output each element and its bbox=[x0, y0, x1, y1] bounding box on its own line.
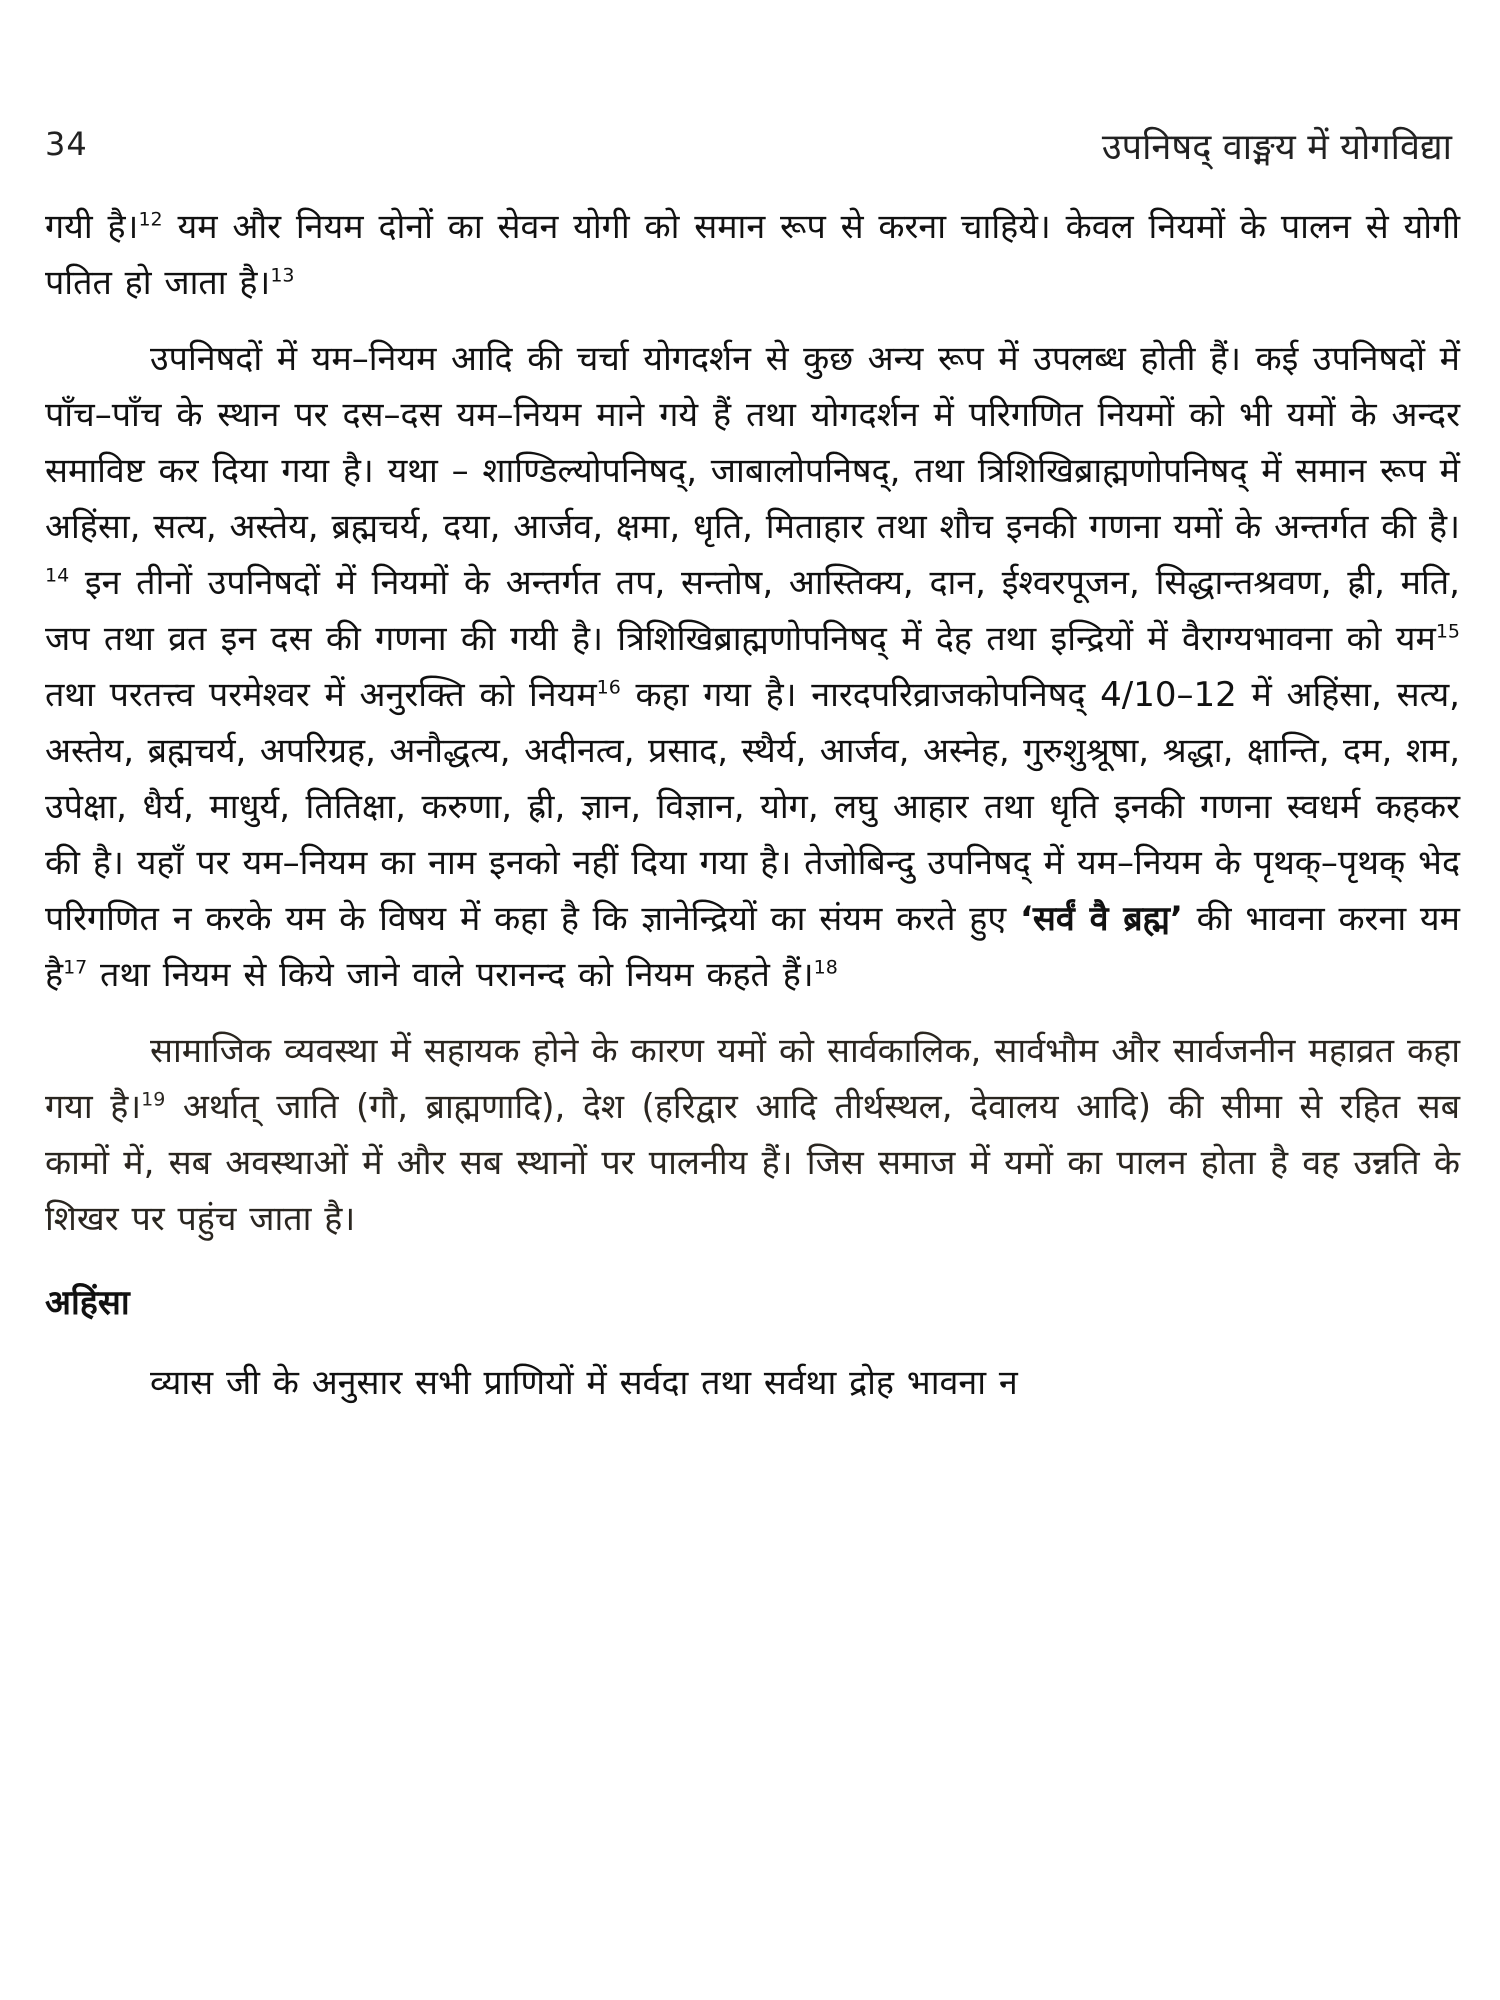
footnote-ref-15: 15 bbox=[1435, 620, 1460, 643]
footnote-ref-18: 18 bbox=[813, 956, 838, 979]
paragraph-1-text-1: गयी है। bbox=[45, 207, 139, 247]
bold-phrase-sarvam-vai-brahma: ‘सर्वं वै ब्रह्म’ bbox=[1019, 899, 1183, 939]
footnote-ref-19: 19 bbox=[141, 1088, 166, 1111]
paragraph-1-text-2: यम और नियम दोनों का सेवन योगी को समान रूप से करना चाहिये। केवल नियमों के पालन से योगी पतित हो जाता है। bbox=[45, 207, 1461, 303]
paragraph-1 bbox=[45, 199, 1460, 311]
section-paragraph: व्यास जी के अनुसार सभी प्राणियों में सर्वदा तथा सर्वथा द्रोह भावना न bbox=[150, 1363, 1018, 1403]
paragraph-3-text-1: सामाजिक व्यवस्था में सहायक होने के कारण यमों को सार्वकालिक, सार्वभौम और सार्वजनीन महाव्रत कहा गया है। bbox=[45, 1031, 1460, 1127]
running-title: उपनिषद् वाङ्मय में योगविद्या bbox=[1101, 127, 1452, 168]
paragraph-2-text-6: तथा नियम से किये जाने वाले परानन्द को नियम कहते हैं। bbox=[87, 955, 814, 995]
page-number: 34 bbox=[45, 125, 88, 163]
paragraph-3 bbox=[45, 1023, 1460, 1247]
paragraph-2-text-5: की भावना करना यम है bbox=[45, 899, 1460, 995]
section-heading-ahimsa: अहिंसा bbox=[45, 1283, 130, 1323]
paragraph-3-text-2: अर्थात् जाति (गौ, ब्राह्मणादि), देश (हरिद्वार आदि तीर्थस्थल, देवालय आदि) की सीमा से रहित सब कामों में, सब अवस्थाओं में और सब स्थानों पर पालनीय हैं। जिस समाज में यमों का पालन होता है वह उन्नति के शिखर पर पहुंच जाता है। bbox=[45, 1087, 1460, 1239]
footnote-ref-13: 13 bbox=[270, 264, 295, 287]
footnote-ref-12: 12 bbox=[138, 208, 163, 231]
paragraph-2 bbox=[45, 331, 1460, 1003]
book-page bbox=[45, 115, 1460, 1975]
paragraph-2-text-1: उपनिषदों में यम–नियम आदि की चर्चा योगदर्शन से कुछ अन्य रूप में उपलब्ध होती हैं। कई उपनिषदों में पाँच–पाँच के स्थान पर दस–दस यम–नियम माने गये हैं तथा योगदर्शन में परिगणित नियमों को भी यमों के अन्दर समाविष्ट कर दिया गया है। यथा – शाण्डिल्योपनिषद्, जाबालोपनिषद्, तथा त्रिशिखिब्राह्मणोपनिषद् में समान रूप में अहिंसा, सत्य, अस्तेय, ब्रह्मचर्य, दया, आर्जव, क्षमा, धृति, मिताहार तथा शौच इनकी गणना यमों के अन्तर्गत की है। bbox=[45, 339, 1460, 547]
footnote-ref-14: 14 bbox=[45, 564, 70, 587]
paragraph-2-text-2: इन तीनों उपनिषदों में नियमों के अन्तर्गत तप, सन्तोष, आस्तिक्य, दान, ईश्वरपूजन, सिद्धान्तश्रवण, ह्री, मति, जप तथा व्रत इन दस की गणना की गयी है। त्रिशिखिब्राह्मणोपनिषद् में देह तथा इन्द्रियों में वैराग्यभावना को यम bbox=[45, 563, 1460, 659]
paragraph-2-text-3: तथा परतत्त्व परमेश्वर में अनुरक्ति को नियम bbox=[45, 675, 597, 715]
footnote-ref-17: 17 bbox=[63, 956, 88, 979]
page-header bbox=[45, 115, 1460, 185]
footnote-ref-16: 16 bbox=[596, 676, 621, 699]
paragraph-2-text-4: कहा गया है। नारदपरिव्राजकोपनिषद् 4/10–12 में अहिंसा, सत्य, अस्तेय, ब्रह्मचर्य, अपरिग्रह, अनौद्धत्य, अदीनत्व, प्रसाद, स्थैर्य, आर्जव, अस्नेह, गुरुशुश्रूषा, श्रद्धा, क्षान्ति, दम, शम, उपेक्षा, धैर्य, माधुर्य, तितिक्षा, करुणा, ह्री, ज्ञान, विज्ञान, योग, लघु आहार तथा धृति इनकी गणना स्वधर्म कहकर की है। यहाँ पर यम–नियम का नाम इनको नहीं दिया गया है। तेजोबिन्दु उपनिषद् में यम–नियम के पृथक्–पृथक् भेद परिगणित न करके यम के विषय में कहा है कि ज्ञानेन्द्रियों का संयम करते हुए bbox=[45, 675, 1460, 939]
